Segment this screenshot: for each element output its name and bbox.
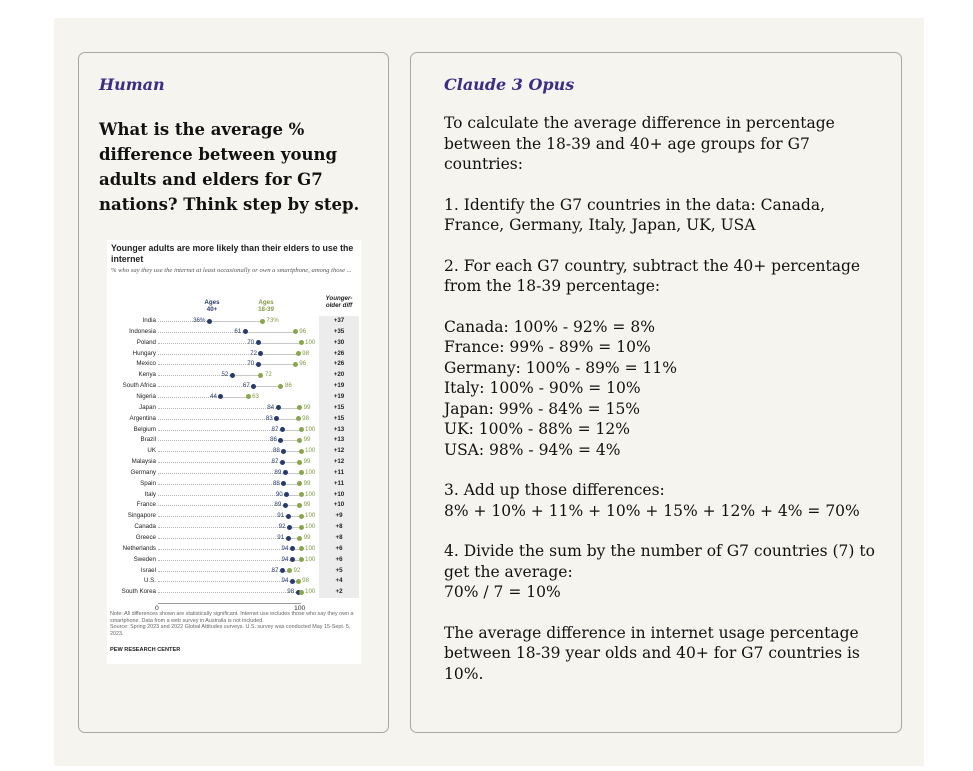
dot-ages-40-plus — [251, 384, 256, 389]
chart-subtitle: % who say they use the internet at least occasionally or own a smartphone, among those ... — [111, 267, 352, 274]
country-label: Belgium — [133, 425, 156, 433]
row-guide — [158, 386, 254, 387]
diff-value: +11 — [333, 479, 345, 487]
row-guide — [158, 484, 284, 485]
row-guide — [158, 408, 278, 409]
country-label: UK — [147, 447, 156, 455]
answer-step-2: 2. For each G7 country, subtract the 40+ percentage from the 18-39 percentage: — [444, 256, 861, 295]
value-label-18-39: 98 — [302, 577, 310, 585]
value-label-40-plus: 91 — [277, 534, 285, 541]
value-label-18-39: 100 — [305, 555, 316, 563]
value-label-18-39: 100 — [305, 588, 316, 596]
value-label-40-plus: 89 — [274, 501, 282, 509]
dot-ages-18-39 — [297, 503, 302, 508]
dot-ages-40-plus — [280, 460, 285, 465]
dot-ages-18-39 — [299, 557, 304, 562]
value-label-18-39: 100 — [305, 425, 316, 433]
value-label-18-39: 73% — [266, 317, 279, 324]
x-tick-0: 0 — [155, 605, 159, 612]
x-axis-line — [158, 603, 301, 604]
diff-value: +19 — [333, 392, 345, 400]
value-label-40-plus: 44 — [210, 392, 217, 400]
country-label: South Africa — [122, 382, 156, 390]
diff-value: +15 — [333, 414, 345, 422]
dot-ages-40-plus — [280, 427, 285, 432]
diff-value: +26 — [333, 349, 345, 357]
value-label-18-39: 100 — [305, 338, 316, 346]
dot-ages-40-plus — [286, 536, 291, 541]
diff-value: +19 — [333, 382, 345, 390]
dot-ages-18-39 — [299, 427, 304, 432]
dot-ages-40-plus — [290, 579, 295, 584]
country-label: Argentina — [129, 414, 156, 422]
diff-value: +9 — [335, 512, 343, 520]
answer-conclusion: The average difference in internet usage percentage between 18-39 year olds and 40+ for G7 countries is 10%. — [444, 623, 860, 683]
legend-ages-40-plus: Ages 40+ — [204, 299, 220, 313]
dot-ages-18-39 — [258, 373, 263, 378]
legend-younger-older-diff: Younger- older diff — [325, 295, 353, 309]
row-segment — [221, 397, 248, 398]
value-label-18-39: 100 — [305, 512, 316, 520]
country-label: Canada — [134, 523, 156, 531]
row-guide — [158, 571, 282, 572]
answer-step-1: 1. Identify the G7 countries in the data: Canada, France, Germany, Italy, Japan, UK, USA — [444, 195, 826, 234]
value-label-40-plus: 84 — [267, 403, 275, 411]
value-label-18-39: 96 — [299, 327, 307, 335]
value-label-40-plus: 52 — [221, 371, 229, 379]
row-segment — [209, 321, 262, 322]
answer-step-3: 3. Add up those differences: 8% + 10% + 11% + 10% + 15% + 12% + 4% = 70% — [444, 481, 860, 520]
dot-ages-18-39 — [299, 449, 304, 454]
row-guide — [158, 419, 277, 420]
value-label-40-plus: 89 — [274, 468, 282, 476]
country-label: Malaysia — [131, 458, 156, 466]
diff-value: +37 — [333, 317, 345, 324]
value-label-18-39: 98 — [302, 349, 310, 357]
dot-ages-40-plus — [280, 568, 285, 573]
dot-ages-18-39 — [296, 351, 301, 356]
dot-ages-40-plus — [243, 329, 248, 334]
x-tick-100: 100 — [294, 605, 306, 612]
value-label-40-plus: 88 — [272, 479, 280, 487]
value-label-40-plus: 88 — [272, 447, 280, 455]
row-guide — [158, 451, 284, 452]
dot-ages-18-39 — [299, 525, 304, 530]
country-label: Greece — [135, 534, 156, 541]
dot-ages-40-plus — [207, 319, 212, 324]
value-label-40-plus: 87 — [271, 425, 279, 433]
value-label-40-plus: 91 — [277, 512, 285, 520]
value-label-18-39: 99 — [303, 479, 311, 487]
value-label-18-39: 72 — [264, 371, 272, 379]
dot-ages-18-39 — [297, 438, 302, 443]
country-label: Germany — [130, 468, 156, 476]
dot-ages-40-plus — [281, 481, 286, 486]
dot-ages-18-39 — [296, 416, 301, 421]
value-label-18-39: 96 — [299, 360, 307, 368]
diff-value: +12 — [333, 447, 345, 455]
value-label-18-39: 100 — [305, 544, 316, 552]
dot-ages-18-39 — [299, 514, 304, 519]
value-label-40-plus: 86 — [270, 436, 277, 444]
value-label-40-plus: 36% — [193, 317, 206, 324]
dot-ages-40-plus — [258, 351, 263, 356]
dot-ages-40-plus — [276, 405, 281, 410]
country-label: Sweden — [133, 555, 156, 563]
country-label: Indonesia — [129, 327, 156, 335]
dot-ages-40-plus — [278, 438, 283, 443]
chart-note: Note: All differences shown are statistically significant. Internet use includes those who say they own a smartphone. Data from a web survey in Australia is not included. Source: Spring 2023 and 2022 Global Attitudes surveys. U.S. survey was conducted May 15-Sept. 5, 2023. — [110, 611, 354, 637]
row-guide — [158, 332, 245, 333]
row-segment — [232, 375, 261, 376]
value-label-18-39: 86 — [284, 382, 292, 390]
diff-value: +2 — [335, 588, 343, 596]
country-label: Hungary — [132, 349, 156, 357]
row-guide — [158, 495, 287, 496]
internet-use-chart — [107, 240, 361, 664]
dot-ages-40-plus — [290, 546, 295, 551]
dot-ages-18-39 — [278, 384, 283, 389]
value-label-18-39: 100 — [305, 490, 316, 498]
row-segment — [261, 354, 298, 355]
answer-intro: To calculate the average difference in percentage between the 18-39 and 40+ age groups for G7 countries: — [444, 114, 835, 173]
answer-step-4: 4. Divide the sum by the number of G7 countries (7) to get the average: 70% / 7 = 10% — [444, 542, 875, 601]
row-guide — [158, 354, 261, 355]
diff-value: +13 — [333, 425, 345, 433]
value-label-40-plus: 92 — [278, 523, 286, 531]
dot-ages-18-39 — [293, 329, 298, 334]
row-guide — [158, 473, 285, 474]
value-label-40-plus: 94 — [281, 555, 289, 563]
human-speaker-label: Human — [99, 75, 165, 94]
dot-ages-40-plus — [286, 514, 291, 519]
diff-value: +35 — [333, 327, 345, 335]
country-label: South Korea — [121, 588, 156, 596]
row-segment — [258, 364, 295, 365]
diff-value: +8 — [335, 523, 343, 531]
value-label-40-plus: 72 — [250, 349, 257, 357]
country-label: France — [136, 501, 156, 509]
legend-ages-18-39: Ages 18-39 — [258, 299, 274, 313]
value-label-40-plus: 67 — [242, 382, 250, 390]
value-label-40-plus: 94 — [281, 544, 289, 552]
value-label-40-plus: 98 — [287, 588, 295, 596]
dot-ages-40-plus — [256, 362, 261, 367]
dot-ages-18-39 — [297, 405, 302, 410]
dot-ages-18-39 — [299, 470, 304, 475]
value-label-18-39: 63 — [252, 392, 259, 400]
row-guide — [158, 440, 281, 441]
diff-value: +6 — [335, 555, 343, 563]
country-label: Italy — [144, 490, 156, 498]
value-label-40-plus: 87 — [271, 566, 279, 574]
dot-ages-18-39 — [299, 492, 304, 497]
value-label-18-39: 99 — [303, 458, 311, 466]
dot-ages-40-plus — [290, 557, 295, 562]
dot-ages-40-plus — [284, 492, 289, 497]
value-label-40-plus: 83 — [265, 414, 273, 422]
diff-value: +30 — [333, 338, 345, 346]
value-label-18-39: 99 — [303, 436, 311, 444]
dot-ages-40-plus — [218, 394, 223, 399]
diff-value: +4 — [335, 577, 343, 585]
diff-value: +5 — [335, 566, 343, 574]
country-label: Japan — [139, 403, 156, 411]
row-guide — [158, 364, 258, 365]
value-label-18-39: 99 — [303, 534, 311, 541]
row-guide — [158, 592, 298, 593]
diff-value: +13 — [333, 436, 345, 444]
country-label: Singapore — [127, 512, 156, 520]
value-label-40-plus: 87 — [271, 458, 279, 466]
claude-answer — [444, 113, 884, 704]
country-label: Mexico — [136, 360, 156, 368]
row-guide — [158, 581, 292, 582]
dot-ages-40-plus — [230, 373, 235, 378]
diff-value: +8 — [335, 534, 343, 541]
country-label: U.S. — [143, 577, 156, 585]
dot-ages-40-plus — [283, 503, 288, 508]
diff-value: +26 — [333, 360, 345, 368]
dot-ages-18-39 — [246, 394, 251, 399]
country-label: Netherlands — [122, 544, 156, 552]
country-label: Nigeria — [136, 392, 156, 400]
row-guide — [158, 516, 288, 517]
dot-ages-18-39 — [297, 460, 302, 465]
country-label: India — [142, 317, 156, 324]
claude-speaker-label: Claude 3 Opus — [444, 75, 575, 94]
dot-ages-18-39 — [297, 536, 302, 541]
claude-card — [410, 52, 902, 733]
dot-ages-18-39 — [287, 568, 292, 573]
dot-ages-40-plus — [274, 416, 279, 421]
dot-ages-18-39 — [299, 340, 304, 345]
country-label: Brazil — [140, 436, 156, 444]
answer-calculations: Canada: 100% - 92% = 8% France: 99% - 89% = 10% Germany: 100% - 89% = 11% Italy: 100% - 90% = 10% Japan: 99% - 84% = 15% UK: 100% - 88% = 12% USA: 98% - 94% = 4% — [444, 317, 677, 459]
dot-ages-18-39 — [299, 590, 304, 595]
diff-value: +10 — [333, 501, 345, 509]
value-label-18-39: 99 — [303, 403, 311, 411]
dot-ages-40-plus — [281, 449, 286, 454]
diff-value: +20 — [333, 371, 345, 379]
row-guide — [158, 538, 288, 539]
dot-ages-40-plus — [256, 340, 261, 345]
value-label-40-plus: 70 — [247, 360, 255, 368]
dot-ages-18-39 — [293, 362, 298, 367]
dot-ages-18-39 — [260, 319, 265, 324]
chart-title: Younger adults are more likely than their elders to use the internet — [111, 243, 354, 264]
dot-ages-40-plus — [283, 470, 288, 475]
value-label-40-plus: 90 — [275, 490, 283, 498]
row-guide — [158, 430, 282, 431]
diff-value: +11 — [333, 468, 345, 476]
value-label-18-39: 100 — [305, 468, 316, 476]
row-guide — [158, 343, 258, 344]
row-guide — [158, 527, 290, 528]
country-label: Israel — [140, 566, 156, 574]
diff-value: +10 — [333, 490, 345, 498]
value-label-18-39: 92 — [293, 566, 301, 574]
row-guide — [158, 560, 292, 561]
row-guide — [158, 505, 285, 506]
row-segment — [245, 332, 295, 333]
row-segment — [258, 343, 301, 344]
dot-ages-40-plus — [287, 525, 292, 530]
dot-ages-18-39 — [299, 546, 304, 551]
dot-ages-18-39 — [297, 481, 302, 486]
row-guide — [158, 549, 292, 550]
value-label-40-plus: 70 — [247, 338, 255, 346]
value-label-18-39: 98 — [302, 414, 310, 422]
row-guide — [158, 462, 282, 463]
row-segment — [254, 386, 281, 387]
country-label: Poland — [136, 338, 156, 346]
value-label-18-39: 100 — [305, 523, 316, 531]
value-label-18-39: 100 — [305, 447, 316, 455]
dot-ages-18-39 — [296, 579, 301, 584]
country-label: Spain — [140, 479, 156, 487]
diff-value: +15 — [333, 403, 345, 411]
source-organization: PEW RESEARCH CENTER — [110, 647, 181, 653]
human-question: What is the average % difference between young adults and elders for G7 nations? Think step by step. — [99, 120, 360, 214]
diff-value: +12 — [333, 458, 345, 466]
row-segment — [277, 419, 298, 420]
value-label-18-39: 99 — [303, 501, 311, 509]
diff-value: +6 — [335, 544, 343, 552]
value-label-40-plus: 94 — [281, 577, 289, 585]
value-label-40-plus: 61 — [234, 327, 242, 335]
country-label: Kenya — [138, 371, 156, 379]
